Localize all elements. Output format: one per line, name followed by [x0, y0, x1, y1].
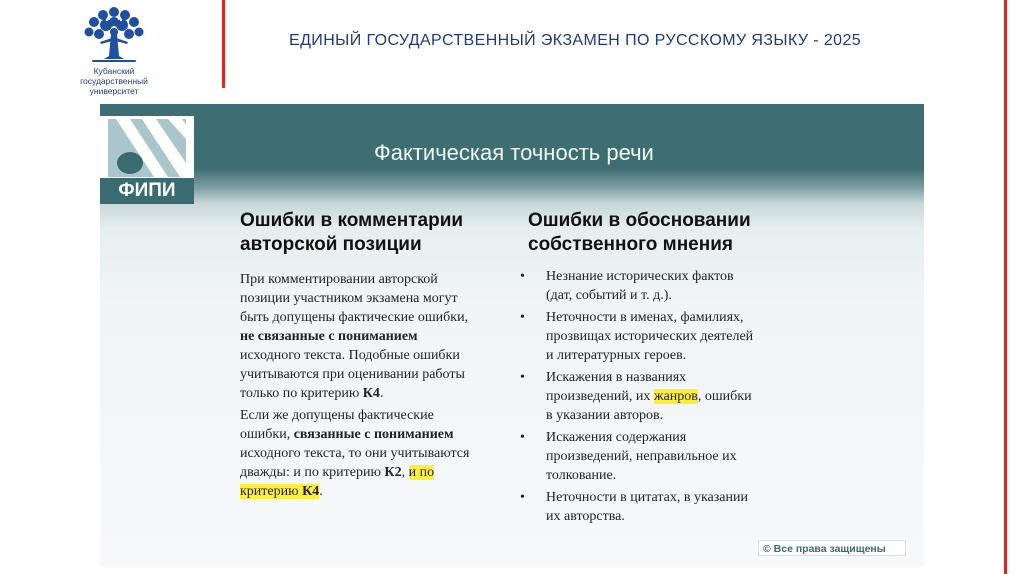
text-line: учитываются при оценивании работы	[240, 367, 465, 382]
university-logo	[66, 4, 162, 96]
text-line: Искажения содержания	[546, 430, 687, 445]
text-line: толкование.	[546, 468, 617, 483]
error-list	[520, 267, 820, 529]
list-item	[520, 368, 820, 425]
text-line: в указании авторов.	[546, 408, 664, 423]
bold-text: связанные с пониманием	[293, 427, 454, 442]
text-line: позиции участником экзамена могут	[240, 291, 458, 306]
header-divider-line	[222, 0, 225, 88]
right-column-heading	[528, 209, 751, 257]
university-name	[66, 66, 162, 96]
text-line	[240, 463, 510, 482]
text-line: (дат, событий и т. д.).	[546, 288, 672, 303]
text-line: исходного текста. Подобные ошибки	[240, 348, 460, 363]
right-edge-line	[1004, 0, 1007, 574]
slide-title: Фактическая точность речи	[374, 140, 654, 165]
fipi-emblem-icon	[108, 119, 186, 177]
heading-line: авторской позиции	[240, 234, 422, 255]
fipi-logo	[100, 116, 194, 204]
highlighted-text: и по	[408, 465, 435, 480]
criterion-label: К2	[384, 465, 402, 480]
highlighted-text: критерию	[240, 484, 303, 499]
left-column-text	[240, 267, 510, 504]
fipi-label: ФИПИ	[100, 178, 194, 204]
text-span: только по критерию	[240, 386, 363, 401]
text-line: быть допущены фактические ошибки,	[240, 310, 469, 325]
text-line: Искажения в названиях	[546, 370, 687, 385]
text-line	[240, 327, 510, 346]
list-item	[520, 428, 820, 485]
text-line: Незнание исторических фактов	[546, 269, 734, 284]
university-name-line: государственный	[80, 76, 148, 86]
copyright-notice: © Все права защищены	[758, 540, 906, 556]
bullet-icon: •	[520, 370, 525, 385]
highlighted-text: жанров	[653, 389, 698, 404]
list-item	[520, 308, 820, 365]
text-span: ,	[401, 465, 409, 480]
text-line: прозвищах исторических деятелей	[546, 329, 754, 344]
text-line: их авторства.	[546, 509, 625, 524]
list-item	[520, 267, 820, 305]
text-span: произведений, их	[546, 389, 654, 404]
text-line	[240, 482, 510, 501]
slide-image	[100, 104, 924, 566]
list-item	[520, 488, 820, 526]
text-span: дважды: и по критерию	[240, 465, 385, 480]
bullet-icon: •	[520, 430, 525, 445]
text-span: , ошибки	[697, 389, 752, 404]
university-name-line: Кубанский	[93, 66, 135, 76]
text-line	[240, 384, 510, 403]
bold-text: не связанные с пониманием	[240, 329, 418, 344]
text-line: исходного текста, то они учитываются	[240, 446, 470, 461]
heading-line: Ошибки в комментарии	[240, 210, 464, 231]
text-line: Неточности в именах, фамилиях,	[546, 310, 744, 325]
heading-line: собственного мнения	[528, 234, 733, 255]
bullet-icon: •	[520, 269, 525, 284]
text-line: произведений, неправильное их	[546, 449, 737, 464]
text-span: ошибки,	[240, 427, 294, 442]
page-title: ЕДИНЫЙ ГОСУДАРСТВЕННЫЙ ЭКЗАМЕН ПО РУССКОМУ ЯЗЫКУ - 2025	[289, 32, 862, 49]
text-span: .	[319, 484, 323, 499]
text-line: и литературных героев.	[546, 348, 687, 363]
tree-emblem-icon	[76, 4, 152, 64]
criterion-label: К4	[302, 484, 320, 499]
university-name-line: университет	[89, 86, 139, 96]
text-span: .	[379, 386, 384, 401]
criterion-label: К4	[362, 386, 380, 401]
heading-line: Ошибки в обосновании	[528, 210, 751, 231]
bullet-icon: •	[520, 490, 525, 505]
left-column-heading	[240, 209, 463, 257]
text-line: Если же допущены фактические	[240, 408, 434, 423]
text-line	[240, 425, 510, 444]
text-line	[546, 387, 820, 406]
text-line: При комментировании авторской	[240, 272, 438, 287]
bullet-icon: •	[520, 310, 525, 325]
text-line: Неточности в цитатах, в указании	[546, 490, 748, 505]
